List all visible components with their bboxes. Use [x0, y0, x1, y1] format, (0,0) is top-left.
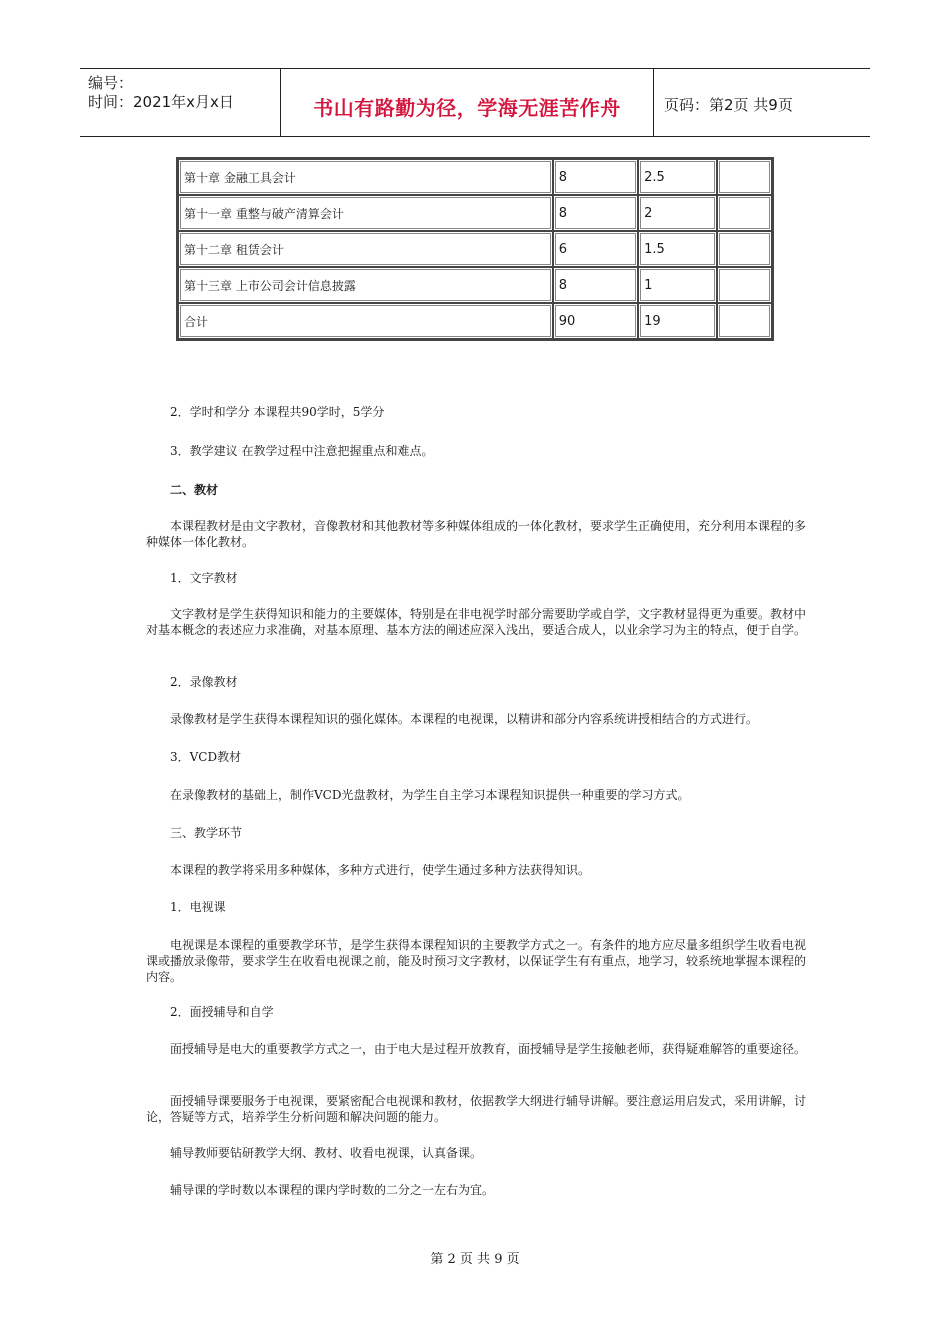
section-heading-teaching-links: 三、教学环节 — [170, 826, 243, 840]
value-cell: 19 — [638, 303, 716, 339]
value-cell: 2.5 — [638, 159, 716, 195]
teaching-suggestion-paragraph: 3．教学建议 在教学过程中注意把握重点和难点。 — [170, 444, 434, 458]
table-row — [178, 159, 772, 195]
table-row — [178, 195, 772, 231]
header-meta-cell — [80, 69, 281, 136]
subheading-text-materials: 1．文字教材 — [170, 571, 238, 585]
tutoring-paragraph-3: 辅导教师要钻研教学大纲、教材、收看电视课，认真备课。 — [170, 1146, 483, 1160]
table-row — [178, 303, 772, 339]
page-header — [80, 68, 870, 137]
subheading-tutoring: 2．面授辅导和自学 — [170, 1005, 274, 1019]
header-page-number: 页码：第2页 共9页 — [664, 96, 793, 114]
page-footer: 第 2 页 共 9 页 — [430, 1252, 520, 1267]
value-cell — [717, 195, 773, 231]
subheading-vcd-materials: 3．VCD教材 — [170, 750, 242, 764]
tutoring-paragraph-4: 辅导课的学时数以本课程的课内学时数的二分之一左右为宜。 — [170, 1183, 495, 1197]
tutoring-paragraph-2: 面授辅导课要服务于电视课，要紧密配合电视课和教材，依据教学大纲进行辅导讲解。要注意运用启发式，采用讲解，讨论，答疑等方式，培养学生分析问题和解决问题的能力。 — [146, 1094, 807, 1124]
value-cell: 8 — [553, 267, 638, 303]
chapter-cell: 第十三章 上市公司会计信息披露 — [178, 267, 553, 303]
section-heading-textbooks: 二、教材 — [170, 483, 219, 497]
subheading-tv-course: 1．电视课 — [170, 900, 226, 914]
header-motto-cell — [281, 69, 654, 136]
value-cell — [717, 231, 773, 267]
document-number-label: 编号： — [88, 74, 134, 92]
value-cell — [717, 267, 773, 303]
tutoring-paragraph-1: 面授辅导是电大的重要教学方式之一，由于电大是过程开放教育，面授辅导是学生接触老师，获得疑难解答的重要途径。 — [170, 1042, 807, 1056]
value-cell: 1 — [638, 267, 716, 303]
date-label: 时间：2021年x月x日 — [88, 93, 234, 111]
header-motto: 书山有路勤为径，学海无涯苦作舟 — [313, 96, 621, 120]
table-row — [178, 231, 772, 267]
chapter-cell: 第十二章 租赁会计 — [178, 231, 553, 267]
chapter-cell: 合计 — [178, 303, 553, 339]
chapter-cell: 第十一章 重整与破产清算会计 — [178, 195, 553, 231]
teaching-links-intro-paragraph: 本课程的教学将采用多种媒体，多种方式进行，使学生通过多种方法获得知识。 — [170, 863, 591, 877]
value-cell: 1.5 — [638, 231, 716, 267]
value-cell: 8 — [553, 159, 638, 195]
value-cell: 6 — [553, 231, 638, 267]
value-cell — [717, 159, 773, 195]
hours-credits-paragraph: 2．学时和学分 本课程共90学时，5学分 — [170, 405, 385, 419]
video-materials-paragraph: 录像教材是学生获得本课程知识的强化媒体。本课程的电视课，以精讲和部分内容系统讲授相结合的方式进行。 — [170, 712, 759, 726]
value-cell — [717, 303, 773, 339]
textbooks-intro-paragraph: 本课程教材是由文字教材，音像教材和其他教材等多种媒体组成的一体化教材，要求学生正确使用，充分利用本课程的多种媒体一体化教材。 — [146, 519, 807, 549]
hours-table — [176, 157, 774, 341]
header-page-cell — [654, 69, 870, 136]
vcd-materials-paragraph: 在录像教材的基础上，制作VCD光盘教材，为学生自主学习本课程知识提供一种重要的学习方式。 — [170, 788, 690, 802]
tv-course-paragraph: 电视课是本课程的重要教学环节，是学生获得本课程知识的主要教学方式之一。有条件的地方应尽量多组织学生收看电视课或播放录像带，要求学生在收看电视课之前，能及时预习文字教材，以保证学生有有重点，地学习，较系统地掌握本课程的内容。 — [146, 938, 807, 984]
value-cell: 8 — [553, 195, 638, 231]
value-cell: 2 — [638, 195, 716, 231]
subheading-video-materials: 2．录像教材 — [170, 675, 238, 689]
table-row — [178, 267, 772, 303]
text-materials-paragraph: 文字教材是学生获得知识和能力的主要媒体，特别是在非电视学时部分需要助学或自学，文字教材显得更为重要。教材中对基本概念的表述应力求准确，对基本原理、基本方法的阐述应深入浅出，要适合成人，以业余学习为主的特点，便于自学。 — [146, 607, 807, 637]
value-cell: 90 — [553, 303, 638, 339]
chapter-cell: 第十章 金融工具会计 — [178, 159, 553, 195]
